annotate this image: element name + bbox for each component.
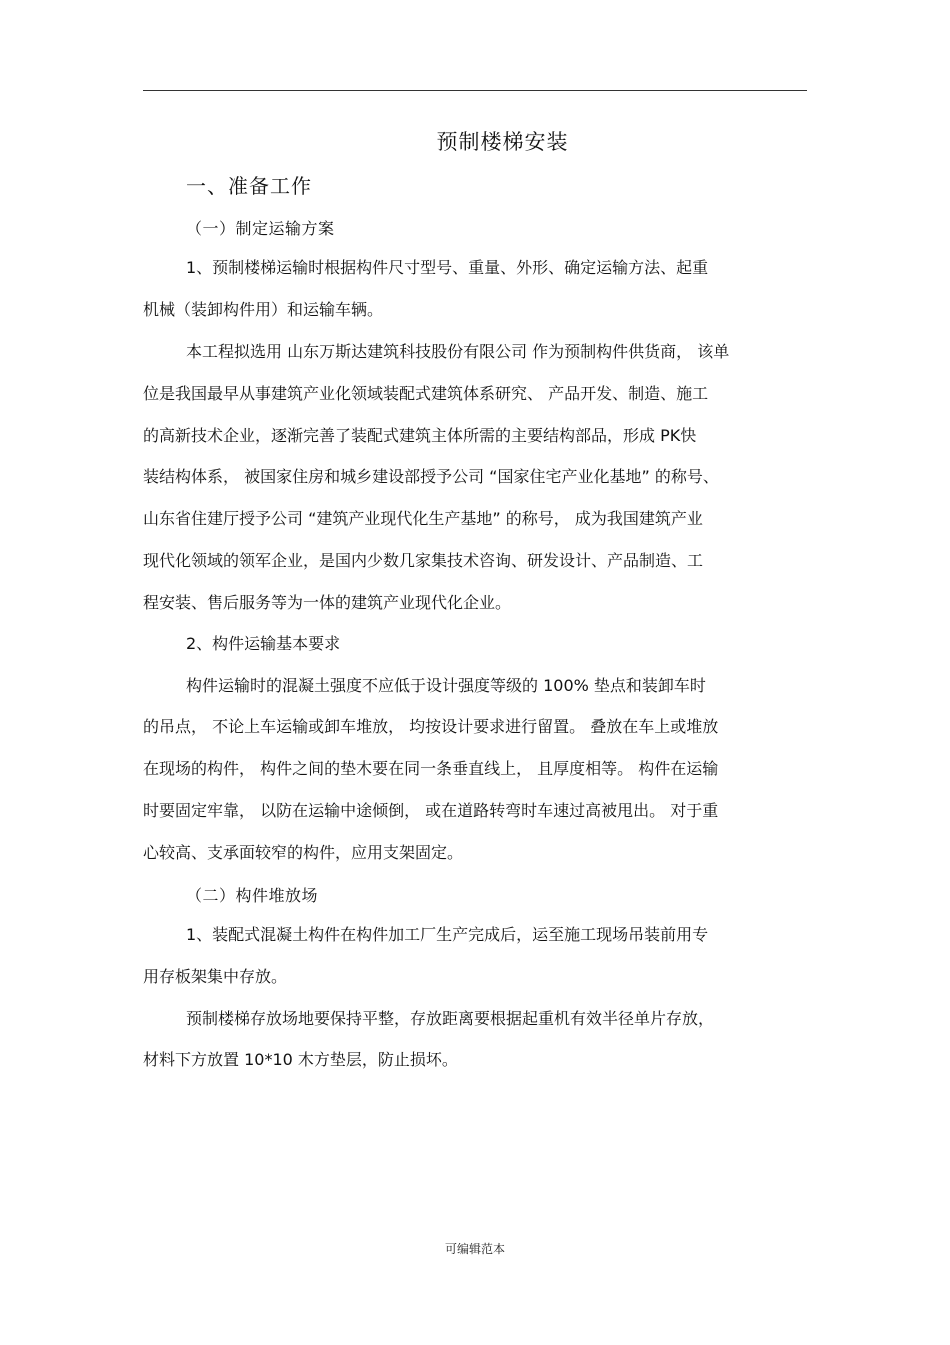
paragraph-line: 心较高、支承面较窄的构件，应用支架固定。	[143, 843, 464, 862]
paragraph-line: 用存板架集中存放。	[143, 967, 288, 986]
page-footer: 可编辑范本	[444, 1242, 505, 1256]
paragraph-line: 在现场的构件， 构件之间的垫木要在同一条垂直线上， 且厚度相等。 构件在运输	[143, 759, 719, 778]
paragraph-line: 1、装配式混凝土构件在构件加工厂生产完成后，运至施工现场吊装前用专	[186, 925, 709, 944]
paragraph-line: 材料下方放置 10*10 木方垫层，防止损坏。	[143, 1050, 458, 1069]
paragraph-line: 程安装、售后服务等为一体的建筑产业现代化企业。	[143, 593, 512, 612]
paragraph-line: 时要固定牢靠， 以防在运输中途倾倒， 或在道路转弯时车速过高被甩出。 对于重	[143, 801, 719, 820]
paragraph-line: 的高新技术企业，逐渐完善了装配式建筑主体所需的主要结构部品，形成 PK快	[143, 426, 697, 445]
paragraph-line: 1、预制楼梯运输时根据构件尺寸型号、重量、外形、确定运输方法、起重	[186, 258, 709, 277]
item-heading-transport-requirements: 2、构件运输基本要求	[186, 634, 341, 653]
document-title: 预制楼梯安装	[436, 130, 569, 154]
paragraph-line: 构件运输时的混凝土强度不应低于设计强度等级的 100% 垫点和装卸车时	[186, 676, 706, 695]
paragraph-line: 机械（装卸构件用）和运输车辆。	[143, 300, 384, 319]
paragraph-line: 现代化领域的领军企业，是国内少数几家集技术咨询、研发设计、产品制造、工	[143, 551, 704, 570]
paragraph-line: 山东省住建厅授予公司 “建筑产业现代化生产基地” 的称号， 成为我国建筑产业	[143, 509, 703, 528]
paragraph-line: 的吊点， 不论上车运输或卸车堆放， 均按设计要求进行留置。 叠放在车上或堆放	[143, 717, 719, 736]
subsection-heading-storage-yard: （二）构件堆放场	[186, 886, 319, 905]
header-rule	[143, 90, 807, 91]
paragraph-line: 本工程拟选用 山东万斯达建筑科技股份有限公司 作为预制构件供货商， 该单	[186, 342, 730, 361]
subsection-heading-transport-plan: （一）制定运输方案	[186, 219, 335, 238]
paragraph-line: 预制楼梯存放场地要保持平整，存放距离要根据起重机有效半径单片存放，	[186, 1009, 715, 1028]
section-heading-preparation: 一、准备工作	[186, 174, 312, 198]
paragraph-line: 位是我国最早从事建筑产业化领域装配式建筑体系研究、 产品开发、制造、施工	[143, 384, 709, 403]
paragraph-line: 装结构体系， 被国家住房和城乡建设部授予公司 “国家住宅产业化基地” 的称号、	[143, 467, 719, 486]
